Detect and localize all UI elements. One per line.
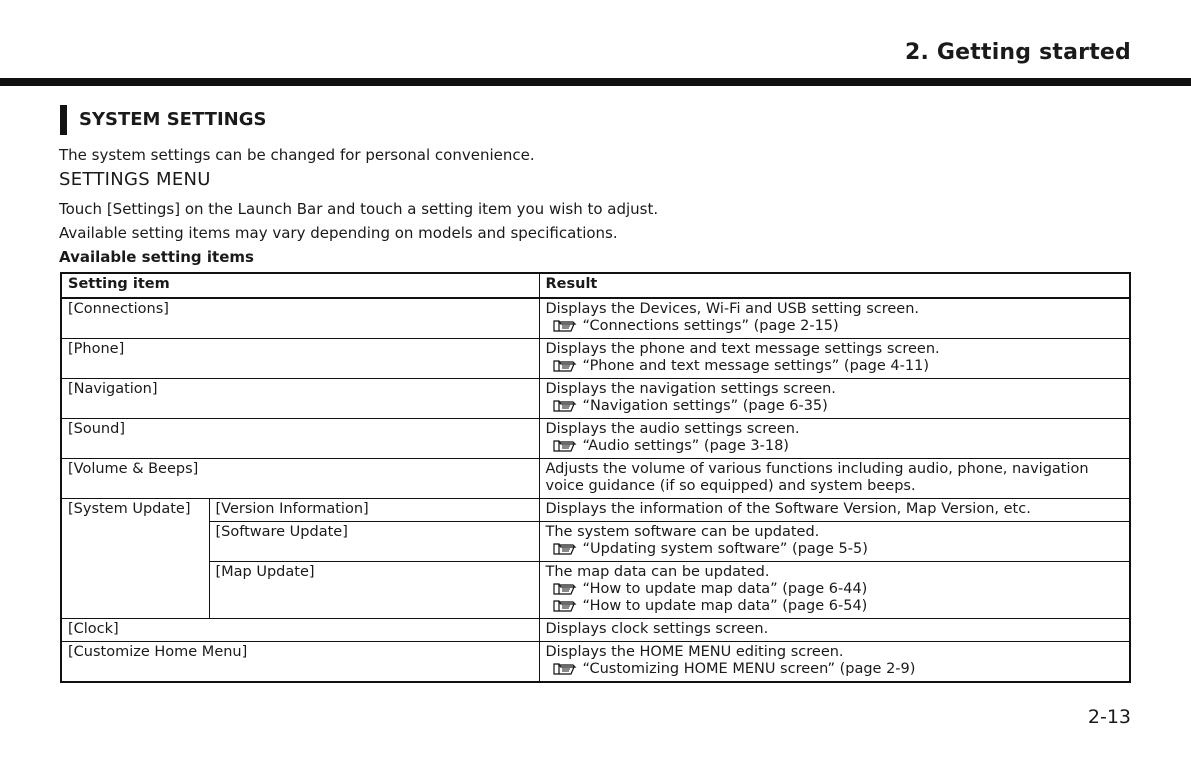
table-row (61, 459, 1130, 499)
setting-item: [Sound] (61, 419, 539, 459)
setting-item: [Navigation] (61, 379, 539, 419)
reference-link[interactable] (546, 398, 1124, 415)
reference-link[interactable] (546, 581, 1124, 598)
book-reference-icon (553, 583, 577, 595)
subheading: SETTINGS MENU (59, 169, 211, 190)
reference-text: “How to update map data” (page 6-44) (582, 581, 868, 597)
table-row (61, 298, 1130, 339)
paragraph: Touch [Settings] on the Launch Bar and touch a setting item you wish to adjust. (59, 200, 659, 218)
reference-text: “Customizing HOME MENU screen” (page 2-9) (582, 661, 916, 677)
reference-text: “How to update map data” (page 6-54) (582, 598, 868, 614)
setting-item: [Phone] (61, 339, 539, 379)
result-cell (539, 522, 1130, 562)
reference-link[interactable] (546, 598, 1124, 615)
reference-link[interactable] (546, 661, 1124, 678)
reference-link[interactable] (546, 438, 1124, 455)
table-row (61, 562, 1130, 619)
reference-text: “Navigation settings” (page 6-35) (582, 398, 828, 414)
setting-subitem: [Version Information] (209, 499, 539, 522)
result-cell (539, 562, 1130, 619)
intro-text: The system settings can be changed for personal convenience. (59, 146, 535, 164)
table-row (61, 619, 1130, 642)
setting-item: [Clock] (61, 619, 539, 642)
settings-table (60, 272, 1131, 683)
reference-link[interactable] (546, 358, 1124, 375)
book-reference-icon (553, 600, 577, 612)
section-title: SYSTEM SETTINGS (60, 105, 266, 135)
result-text: Displays the HOME MENU editing screen. (545, 644, 844, 660)
table-header-row (61, 273, 1130, 298)
book-reference-icon (553, 400, 577, 412)
result-text: The system software can be updated. (545, 524, 820, 540)
result-cell: Adjusts the volume of various functions including audio, phone, navigation voice guidance (if so equipped) and system beeps. (539, 459, 1130, 499)
reference-link[interactable] (546, 541, 1124, 558)
reference-link[interactable] (546, 318, 1124, 335)
result-cell (539, 642, 1130, 683)
book-reference-icon (553, 663, 577, 675)
table-row (61, 522, 1130, 562)
result-cell: Displays clock settings screen. (539, 619, 1130, 642)
setting-item: [Connections] (61, 298, 539, 339)
header-setting-item: Setting item (61, 273, 539, 298)
result-text: Displays the Devices, Wi-Fi and USB setting screen. (545, 301, 920, 317)
table-row (61, 339, 1130, 379)
table-row (61, 642, 1130, 683)
result-text: The map data can be updated. (545, 564, 770, 580)
result-cell (539, 339, 1130, 379)
setting-item: [System Update] (61, 499, 209, 619)
paragraph: Available setting items may vary depending on models and specifications. (59, 224, 618, 242)
result-text: Displays the navigation settings screen. (545, 381, 836, 397)
book-reference-icon (553, 320, 577, 332)
table-row (61, 499, 1130, 522)
header-result: Result (539, 273, 1130, 298)
table-caption: Available setting items (59, 248, 254, 266)
table-row (61, 419, 1130, 459)
setting-subitem: [Software Update] (209, 522, 539, 562)
result-text: Displays the audio settings screen. (545, 421, 800, 437)
page-number: 2-13 (1087, 706, 1131, 728)
reference-text: “Audio settings” (page 3-18) (582, 438, 789, 454)
book-reference-icon (553, 440, 577, 452)
setting-item: [Volume & Beeps] (61, 459, 539, 499)
book-reference-icon (553, 543, 577, 555)
reference-text: “Phone and text message settings” (page 4-11) (582, 358, 929, 374)
result-cell (539, 379, 1130, 419)
table-row (61, 379, 1130, 419)
reference-text: “Updating system software” (page 5-5) (582, 541, 868, 557)
chapter-title: 2. Getting started (904, 40, 1131, 65)
setting-subitem: [Map Update] (209, 562, 539, 619)
result-text: Displays the phone and text message settings screen. (545, 341, 940, 357)
book-reference-icon (553, 360, 577, 372)
header-rule (0, 78, 1191, 86)
setting-item: [Customize Home Menu] (61, 642, 539, 683)
result-cell: Displays the information of the Software Version, Map Version, etc. (539, 499, 1130, 522)
result-cell (539, 419, 1130, 459)
result-cell (539, 298, 1130, 339)
reference-text: “Connections settings” (page 2-15) (582, 318, 839, 334)
